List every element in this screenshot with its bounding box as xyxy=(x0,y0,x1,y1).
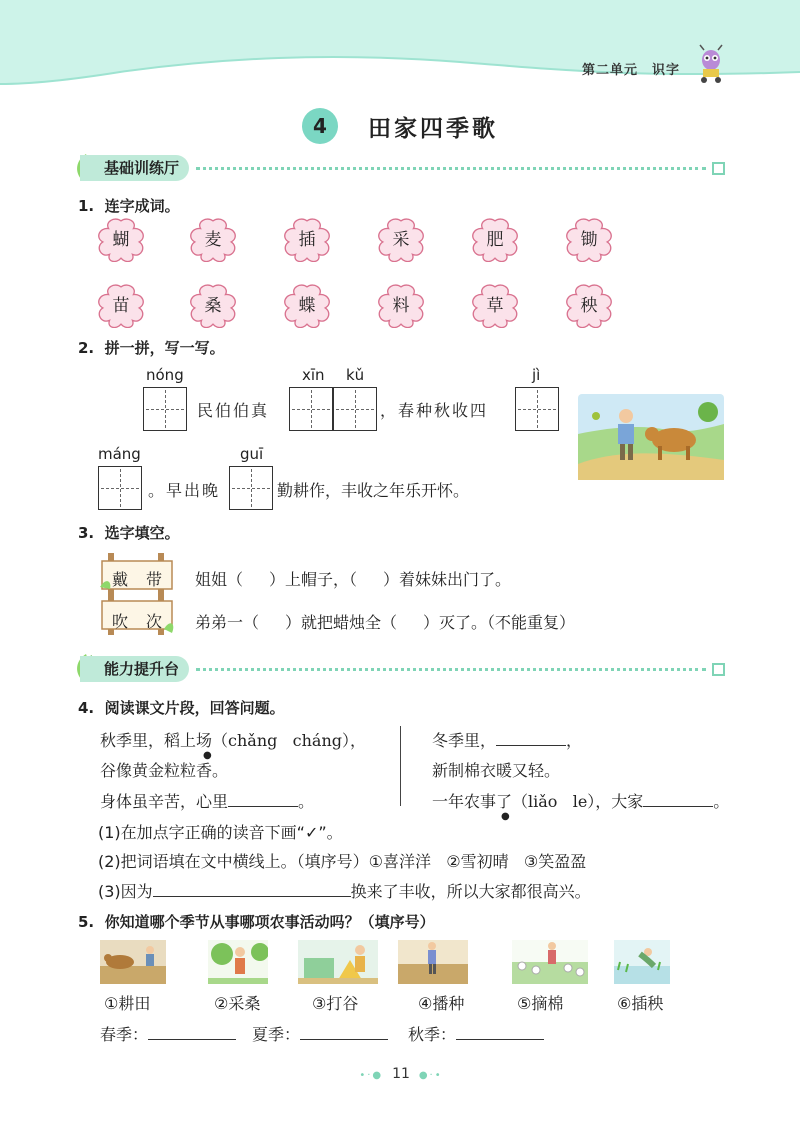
season-label: 夏季： xyxy=(252,1025,301,1044)
q4-sub2: (2)把词语填在文中横线上。（填序号）①喜洋洋 ②雪初晴 ③笑盈盈 xyxy=(98,852,587,871)
pinyin: guī xyxy=(240,445,264,463)
poem-right-line-3 xyxy=(432,789,730,822)
activity-label: ①耕田 xyxy=(104,994,151,1013)
poem-right-line-2: 新制棉衣暖又轻。 xyxy=(432,761,561,780)
q1-text: 连字成词。 xyxy=(104,197,180,215)
sentence-text: ，春种秋收四 xyxy=(380,401,489,420)
q5-label: 5. xyxy=(78,913,95,931)
s2-part: ）就把蜡烛全（ xyxy=(285,613,398,632)
divider-end xyxy=(712,162,725,175)
q3-title xyxy=(78,522,180,543)
s2-part: ）灭了。（不能重复） xyxy=(423,613,576,632)
poem-text: （liǎo le），大家 xyxy=(512,792,644,811)
plowing-image xyxy=(100,940,166,984)
char: 插 xyxy=(298,230,316,250)
choice-char: 带 xyxy=(146,570,165,589)
write-box[interactable] xyxy=(333,387,377,431)
poem-left-line-1 xyxy=(100,728,366,761)
column-divider xyxy=(400,726,401,806)
section-ability: 能力提升台 xyxy=(80,656,189,682)
char-card[interactable] xyxy=(188,284,238,328)
char-card[interactable] xyxy=(470,218,520,262)
char: 草 xyxy=(486,296,504,316)
char: 桑 xyxy=(204,296,222,316)
q4-label: 4. xyxy=(78,699,95,717)
char: 蝴 xyxy=(112,230,130,250)
fill-blank[interactable] xyxy=(153,896,351,897)
q3-text: 选字填空。 xyxy=(104,524,180,542)
s1-part: ）着妹妹出门了。 xyxy=(383,570,512,589)
season-label: 秋季： xyxy=(408,1025,457,1044)
sentence-text: 勤耕作，丰收之年乐开怀。 xyxy=(277,481,470,500)
char-card[interactable] xyxy=(96,218,146,262)
fill-blank[interactable] xyxy=(456,1039,544,1040)
transplanting-image xyxy=(614,940,670,984)
farmer-ox-illustration xyxy=(578,394,724,480)
poem-text: 冬季里， xyxy=(432,731,497,750)
pinyin: kǔ xyxy=(346,366,365,384)
poem-text: ， xyxy=(566,731,583,750)
lesson-number: 4 xyxy=(302,108,338,144)
q4-sub1: (1)在加点字正确的读音下画“✓”。 xyxy=(98,823,343,842)
q5-text: 你知道哪个季节从事哪项农事活动吗？（填序号） xyxy=(104,913,435,931)
lesson-title: 田家四季歌 xyxy=(368,115,498,142)
q5-title xyxy=(78,911,435,932)
header-unit xyxy=(568,59,680,78)
poem-text: 。 xyxy=(298,792,315,811)
autumn-answer xyxy=(408,1022,544,1045)
activity-label: ⑥插秧 xyxy=(617,994,664,1013)
poem-text: 了 xyxy=(496,792,513,811)
pinyin: nóng xyxy=(146,366,184,384)
poem-left-line-2: 谷像黄金粒粒香。 xyxy=(100,761,229,780)
s1-part: ）上帽子，（ xyxy=(269,570,358,589)
divider-dots xyxy=(196,668,706,671)
page-footer xyxy=(346,1066,456,1082)
char-card[interactable] xyxy=(470,284,520,328)
pinyin: xīn xyxy=(302,366,325,384)
sentence-text: 民伯伯真 xyxy=(197,401,270,420)
poem-text: （chǎng cháng）， xyxy=(212,731,366,750)
char-card[interactable] xyxy=(282,218,332,262)
char: 苗 xyxy=(112,296,130,316)
char-card[interactable] xyxy=(96,284,146,328)
dotted-char xyxy=(496,792,513,822)
q4-sub3 xyxy=(98,879,591,902)
header-section-text: 识字 xyxy=(651,63,680,78)
q3-sentence-2 xyxy=(195,610,575,633)
q3-label: 3. xyxy=(78,524,95,542)
s1-part: 姐姐（ xyxy=(195,570,244,589)
choice-char: 戴 xyxy=(112,570,131,589)
s2-part: 弟弟一（ xyxy=(195,613,260,632)
robot-mascot-icon xyxy=(692,44,730,84)
sowing-image xyxy=(398,940,468,984)
write-box[interactable] xyxy=(229,466,273,510)
activity-label: ④播种 xyxy=(418,994,465,1013)
q1-label: 1. xyxy=(78,197,95,215)
write-box[interactable] xyxy=(515,387,559,431)
poem-text: 。 xyxy=(713,792,730,811)
pinyin: jì xyxy=(532,366,541,384)
char: 蝶 xyxy=(298,296,316,316)
picking-mulberry-image xyxy=(208,940,268,984)
page-number: 11 xyxy=(392,1066,410,1082)
activity-label: ②采桑 xyxy=(214,994,261,1013)
poem-text: 身体虽辛苦，心里 xyxy=(100,792,229,811)
choice-char: 次 xyxy=(146,612,165,631)
poem-text: 场 xyxy=(196,731,213,750)
char-card[interactable] xyxy=(282,284,332,328)
sub3-text: 换来了丰收，所以大家都很高兴。 xyxy=(350,882,591,901)
section-basic: 基础训练厅 xyxy=(80,155,189,181)
q2-label: 2. xyxy=(78,339,95,357)
char: 料 xyxy=(392,296,410,316)
header-unit-text: 第二单元 xyxy=(581,63,638,78)
activity-label: ③打谷 xyxy=(312,994,359,1013)
fill-blank[interactable] xyxy=(496,745,566,746)
threshing-image xyxy=(298,940,378,984)
write-box[interactable] xyxy=(289,387,333,431)
header-wave xyxy=(0,0,800,110)
emphasis-dot: ● xyxy=(501,811,510,822)
poem-right-line-1 xyxy=(432,728,582,751)
q2-text: 拼一拼，写一写。 xyxy=(104,339,225,357)
fill-blank[interactable] xyxy=(643,806,713,807)
summer-answer xyxy=(252,1022,388,1045)
char: 采 xyxy=(392,230,410,250)
char-card[interactable] xyxy=(376,284,426,328)
choice-char: 吹 xyxy=(112,612,131,631)
emphasis-dot: ● xyxy=(203,750,212,761)
char: 秧 xyxy=(580,296,598,316)
char: 麦 xyxy=(204,230,222,250)
spring-answer xyxy=(100,1022,236,1045)
pinyin: máng xyxy=(98,445,141,463)
divider-dots xyxy=(196,167,706,170)
sub3-text: (3)因为 xyxy=(98,882,153,901)
char: 肥 xyxy=(486,230,504,250)
season-label: 春季： xyxy=(100,1025,149,1044)
q1-title xyxy=(78,195,180,216)
poem-text: 一年农事 xyxy=(432,792,497,811)
char: 锄 xyxy=(580,230,598,250)
char-card[interactable] xyxy=(376,218,426,262)
fill-blank[interactable] xyxy=(148,1039,236,1040)
dots-right: ●·• xyxy=(418,1070,443,1081)
write-box[interactable] xyxy=(98,466,142,510)
fill-blank[interactable] xyxy=(300,1039,388,1040)
q2-title xyxy=(78,337,225,358)
q4-text: 阅读课文片段，回答问题。 xyxy=(104,699,285,717)
divider-end xyxy=(712,663,725,676)
q3-sentence-1 xyxy=(195,567,511,590)
char-card[interactable] xyxy=(188,218,238,262)
picking-cotton-image xyxy=(512,940,588,984)
dots-left: •·● xyxy=(359,1070,384,1081)
char-card[interactable] xyxy=(564,218,614,262)
q4-title xyxy=(78,697,285,718)
char-card[interactable] xyxy=(564,284,614,328)
poem-left-line-3 xyxy=(100,789,314,812)
sentence-text: 。早出晚 xyxy=(148,481,221,500)
activity-label: ⑤摘棉 xyxy=(517,994,564,1013)
poem-text: 秋季里，稻上 xyxy=(100,731,197,750)
dotted-char xyxy=(196,731,213,761)
fill-blank[interactable] xyxy=(228,806,298,807)
write-box[interactable] xyxy=(143,387,187,431)
